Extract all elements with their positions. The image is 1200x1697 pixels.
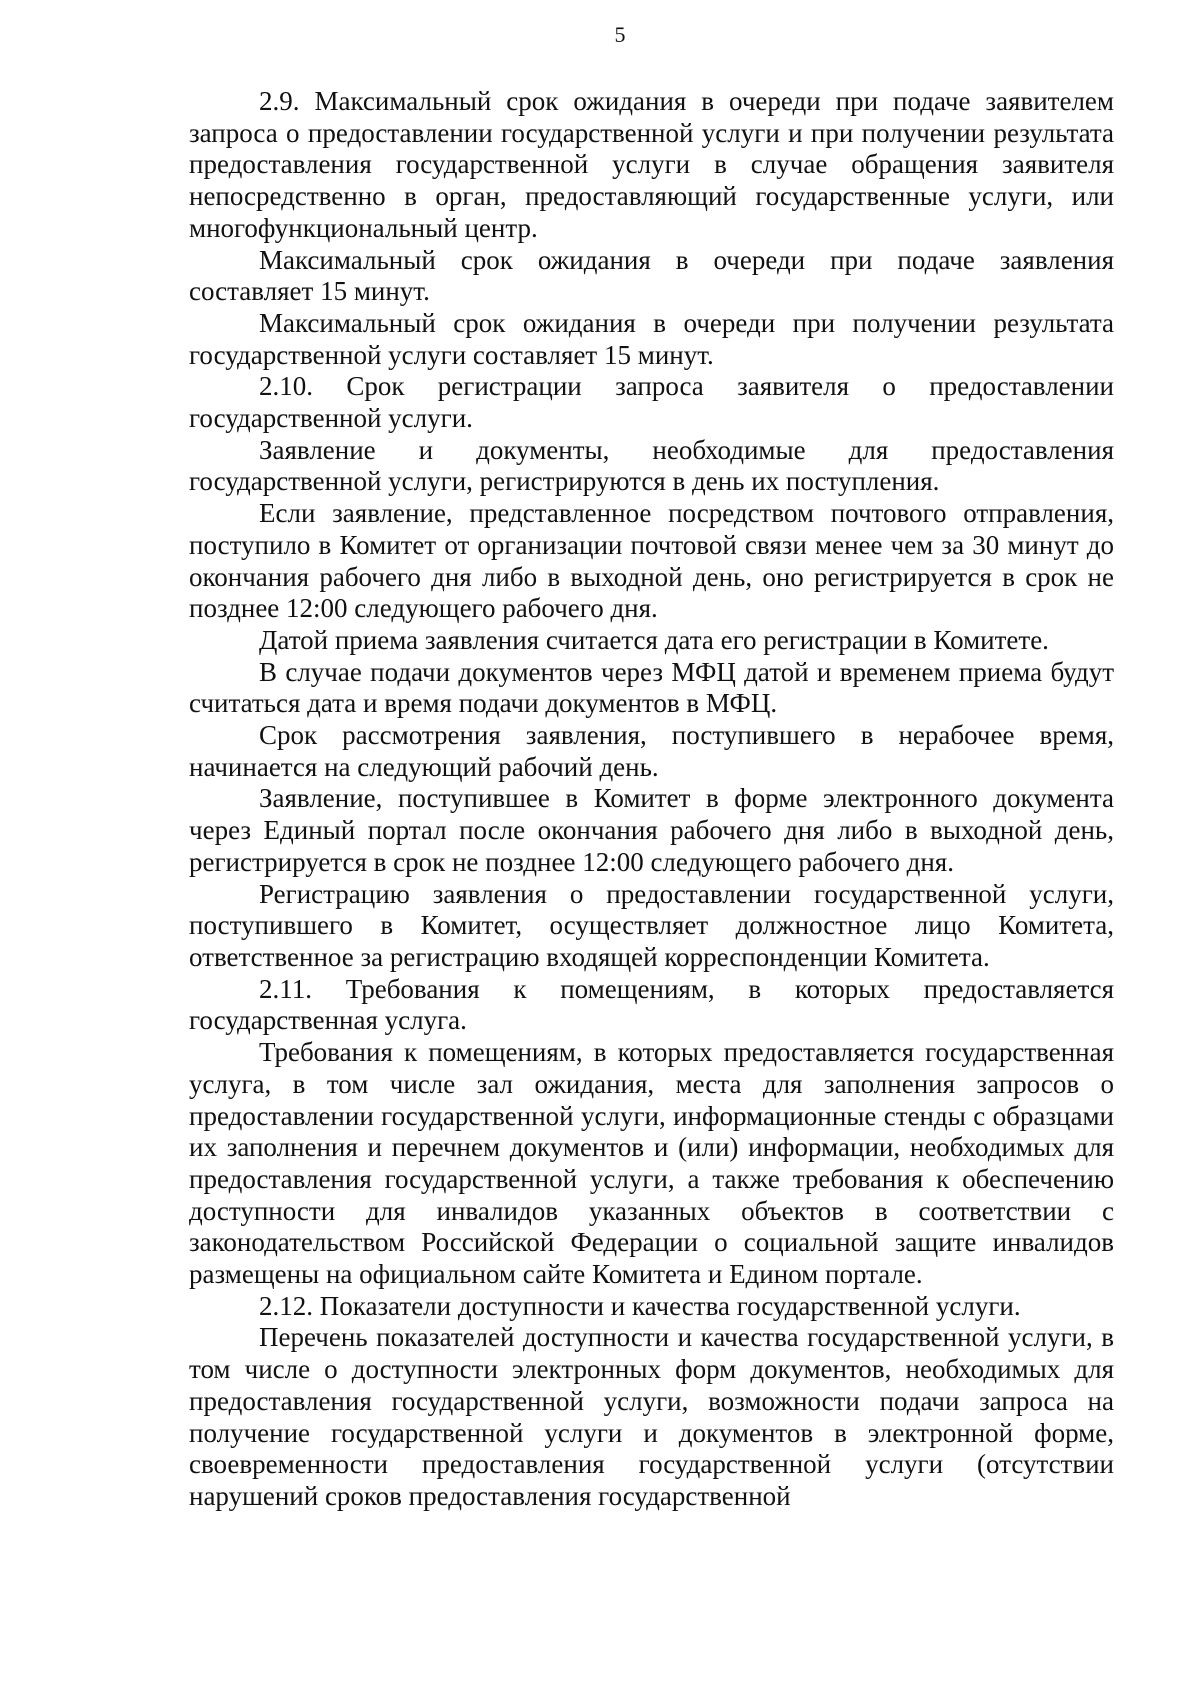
paragraph: Датой приема заявления считается дата его регистрации в Комитете. [259,624,1049,655]
paragraph: Срок рассмотрения заявления, поступившего в нерабочее время, начинается на следующий рабочий день. [189,720,1114,782]
paragraph: Максимальный срок ожидания в очереди при подаче заявления составляет 15 минут. [189,244,1114,307]
paragraph: Заявление, поступившее в Комитет в форме электронного документа через Единый портал после окончания рабочего дня либо в выходной день, регистрируется в срок не позднее 12:00 следующего рабочего дня. [189,783,1114,877]
paragraph: Если заявление, представленное посредством почтового отправления, поступило в Комитет от организации почтовой связи менее чем за 30 минут до окончания рабочего дня либо в выходной день, оно регистрируется в срок не позднее 12:00 следующего рабочего дня. [189,498,1114,624]
paragraph: В случае подачи документов через МФЦ датой и временем приема будут считаться дата и время подачи документов в МФЦ. [189,656,1114,719]
paragraph: Регистрацию заявления о предоставлении государственной услуги, поступившего в Комитет, осуществляет должностное лицо Комитета, ответственное за регистрацию входящей корреспонденции Комитета. [189,878,1114,972]
paragraph-2-11-heading: 2.11. Требования к помещениям, в которых предоставляется государственная услуга. [189,973,1114,1036]
paragraph: Максимальный срок ожидания в очереди при получении результата государственной услуги составляет 15 минут. [189,307,1114,370]
paragraph-2-12-heading: 2.12. Показатели доступности и качества государственной услуги. [259,1290,1021,1321]
paragraph: Перечень показателей доступности и качества государственной услуги, в том числе о доступности электронных форм документов, необходимых для предоставления государственной услуги, возможности подачи запроса на получение государственной услуги и документов в электронной форме, своевременности предоставления государственной услуги (отсутствии нарушений сроков предоставления государственной [189,1322,1114,1511]
page-number: 5 [614,22,626,47]
document-body [189,86,1114,1513]
paragraph-2-10-heading: 2.10. Срок регистрации запроса заявителя о предоставлении государственной услуги. [189,371,1114,434]
paragraph-2-9-heading: 2.9. Максимальный срок ожидания в очереди при подаче заявителем запроса о предоставлении государственной услуги и при получении результата предоставления государственной услуги в случае обращения заявителя непосредственно в орган, предоставляющий государственные услуги, или многофункциональный центр. [189,86,1114,243]
paragraph: Заявление и документы, необходимые для предоставления государственной услуги, регистрируются в день их поступления. [189,434,1114,497]
paragraph: Требования к помещениям, в которых предоставляется государственная услуга, в том числе зал ожидания, места для заполнения запросов о предоставлении государственной услуги, информационные стенды с образцами их заполнения и перечнем документов и (или) информации, необходимых для предоставления государственной услуги, а также требования к обеспечению доступности для инвалидов указанных объектов в соответствии с законодательством Российской Федерации о социальной защите инвалидов размещены на официальном сайте Комитета и Едином портале. [189,1037,1114,1290]
